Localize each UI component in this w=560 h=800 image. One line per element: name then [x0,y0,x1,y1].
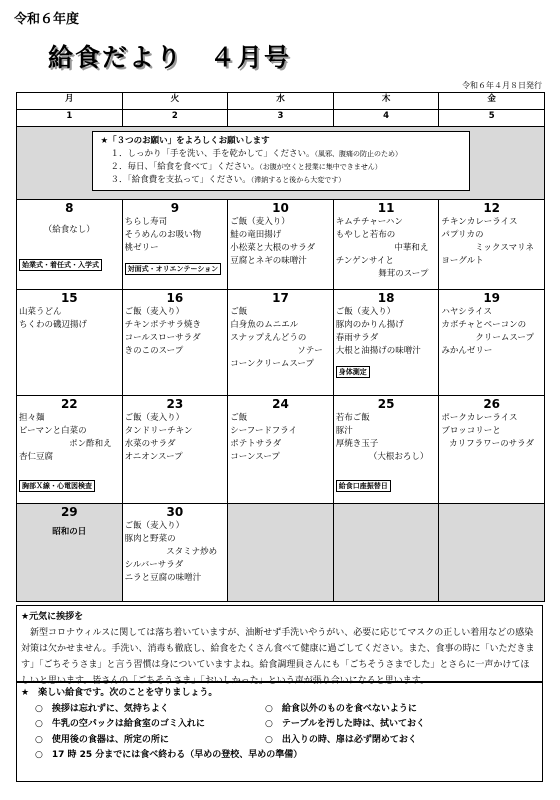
day-number: 8 [65,201,74,215]
menu-item: コールスローサラダ [124,333,201,343]
day-number: 11 [377,201,395,215]
menu-item: 桃ゼリー [124,243,159,253]
menu-item: ブロッコリーと [441,426,501,436]
menu-item: ご飯（麦入り） [230,217,290,227]
day-number: 29 [60,505,78,519]
day-cell [439,200,545,290]
menu-item: （大根おろし） [368,452,429,462]
date-cell: 3 [228,110,334,127]
menu-item: ポン酢和え [69,439,112,449]
menu-item: 小松菜と大根のサラダ [230,243,316,253]
greeting-notice [16,605,543,686]
menu-item: オニオンスープ [124,452,183,462]
request-text: ２．毎日、「給食を食べて」ください。 [110,162,260,172]
menu-item: 豆腐とネギの味噌汁 [230,256,307,266]
meal-rules [16,682,543,782]
week4-row [17,396,545,504]
menu-item: きのこのスープ [124,346,184,356]
day-number: 15 [60,291,78,305]
menu-item: ポテトサラダ [230,439,282,449]
menu-item: カリフラワーのサラダ [449,439,534,449]
rule-item: ○ テーブルを汚した時は、拭いておく [265,719,426,729]
rules-heading: ★ 楽しい給食です。次のことを守りましょう。 [21,688,218,698]
week3-row [17,290,545,396]
menu-item: スナップえんどうの [230,333,307,343]
menu-item: みかんゼリー [441,346,493,356]
day-cell [333,200,439,290]
menu-item: ちくわの磯辺揚げ [19,320,88,330]
rules-list [21,702,538,764]
day-number: 22 [60,397,78,411]
day-cell [17,290,123,396]
menu-item: そうめんのお吸い物 [124,230,202,240]
rule-item: ○ 17 時 25 分までには食べ終わる（早めの登校、早めの準備） [35,750,303,760]
rule-item: ○ 使用後の食器は、所定の所に [35,734,169,745]
request-note: （滞納すると後から大変です） [250,176,346,184]
day-number: 23 [166,397,184,411]
day-cell [122,504,228,602]
menu-item: クリームスープ [475,333,534,343]
day-cell [122,396,228,504]
date-cell: 1 [17,110,123,127]
day-number: 12 [483,201,501,215]
menu-item: ハヤシライス [441,307,492,317]
day-cell [228,396,334,504]
event-tag: 対面式・オリエンテーション [125,263,222,275]
menu-item: 豚汁 [335,426,353,436]
menu-item: スタミナ炒め [166,547,218,557]
menu-item: 山菜うどん [19,307,62,317]
page-title: 給食だより ４月号 [48,43,292,72]
event-tag: 給食口座振替日 [336,480,391,492]
request-note: （お腹が空くと授業に集中できません） [259,163,382,171]
three-requests-banner [17,127,545,200]
day-cell [439,396,545,504]
request-text: １．しっかり「手を洗い、手を乾かして」ください。 [110,149,315,159]
menu-item: ポークカレーライス [441,413,518,423]
menu-item: ご飯 [230,307,248,317]
day-number: 9 [170,201,180,215]
rule-item: ○ 給食以外のものを食べないように [265,703,417,714]
menu-item: ヨーグルト [441,256,484,266]
menu-item: キムチチャーハン [335,217,403,227]
greeting-heading: ★元気に挨拶を [21,612,84,622]
day-cell [17,396,123,504]
menu-item: ちらし寿司 [124,217,168,227]
day-cell [228,200,334,290]
weekday-header-row [17,93,545,110]
event-tag: 身体測定 [336,366,370,378]
menu-item: 中華和え [394,243,429,253]
day-number: 16 [166,291,184,305]
issue-date: 令和６年４月８日発行 [462,81,542,90]
menu-item: 舞茸のスープ [378,269,429,279]
menu-item: シーフードフライ [230,426,297,436]
event-tag: 始業式・着任式・入学式 [19,259,102,271]
day-number: 26 [483,397,501,411]
menu-item: （給食なし） [43,225,95,235]
day-number: 10 [272,201,289,215]
week2-row [17,200,545,290]
day-cell [333,290,439,396]
menu-item: 厚焼き玉子 [335,439,379,449]
menu-item: ミックスマリネ [475,243,534,253]
menu-item: チンゲンサイと [335,256,394,266]
day-cell [122,200,228,290]
day-cell [439,290,545,396]
menu-item: パプリカの [441,230,484,240]
day-number: 19 [483,291,501,305]
date-cell: 5 [439,110,545,127]
menu-item: ご飯（麦入り） [124,413,185,423]
day-number: 25 [377,397,395,411]
menu-item: 豚肉と野菜の [124,534,176,544]
menu-item: 水菜のサラダ [124,439,176,449]
request-note: （風邪、腹痛の防止のため） [314,150,403,158]
menu-item: 白身魚のムニエル [230,320,299,330]
menu-item: 鮭の竜田揚げ [230,230,282,240]
holiday-label: 昭和の日 [52,527,87,537]
day-cell [17,504,123,602]
menu-item: ご飯 [230,413,248,423]
menu-item: 担々麺 [19,413,45,423]
menu-item: チキンポテサラ焼き [124,320,202,330]
date-cell: 4 [333,110,439,127]
request-item [101,148,461,161]
menu-item: 杏仁豆腐 [19,452,54,462]
menu-item: 大根と油揚げの味噌汁 [335,346,421,356]
weekday-wed: 水 [228,93,334,110]
menu-item: ニラと豆腐の味噌汁 [124,573,202,583]
week1-date-row [17,110,545,127]
day-cell [228,290,334,396]
menu-item: シルバーサラダ [124,560,184,570]
menu-item: 若布ご飯 [335,413,370,423]
menu-item: ご飯（麦入り） [335,307,396,317]
week5-row [17,504,545,602]
menu-item: コーンクリームスープ [230,359,314,369]
date-cell: 2 [122,110,228,127]
rule-item: ○ 挨拶は忘れずに、気持ちよく [35,703,169,714]
three-requests-box [92,131,470,191]
menu-item: コーンスープ [230,452,280,462]
menu-item: 豚肉のかりん揚げ [335,320,404,330]
event-tag: 胸部Ｘ線・心電図検査 [19,480,95,492]
weekday-fri: 金 [439,93,545,110]
menu-item: ピーマンと白菜の [19,426,87,436]
greeting-body: 新型コロナウィルスに関しては落ち着いていますが、油断せず手洗いやうがい、必要に応じてマスクの正しい着用などの感染対策は欠かせません。手洗い、消毒も徹底し、給食をたくさん食べて健康に過ごしてください。また、食事の時に「いただきます」「ごちそうさま」と言う習慣は身についていますよね。給食調理員さんにも「ごちそうさまでした」とさらに一声かけてほしいと思います。皆さんの「ごちそうさま」「おいしかった」という声が張り合いになると思います。 [21,628,535,686]
request-text: ３．「給食費を支払って」ください。 [110,175,251,185]
request-item [101,161,461,174]
menu-item: カボチャとベーコンの [441,320,527,330]
weekday-mon: 月 [17,93,123,110]
menu-calendar [16,92,545,602]
empty-cell [333,504,439,602]
menu-item: チキンカレーライス [441,217,518,227]
request-item [101,174,461,187]
empty-cell [439,504,545,602]
fiscal-year: 令和６年度 [14,12,80,27]
menu-item: ご飯（麦入り） [124,307,185,317]
menu-item: タンドリーチキン [124,426,193,436]
menu-item: 春雨サラダ [335,333,379,343]
empty-cell [228,504,334,602]
day-number: 17 [272,291,289,305]
day-cell [122,290,228,396]
day-cell [333,396,439,504]
day-number: 18 [377,291,395,305]
day-cell [17,200,123,290]
day-number: 30 [166,505,184,519]
day-number: 24 [272,397,289,411]
weekday-thu: 木 [333,93,439,110]
menu-item: もやしと若布の [335,230,396,240]
menu-item: ソテー [297,346,323,356]
rule-item: ○ 出入りの時、扉は必ず閉めておく [265,734,417,745]
menu-item: ご飯（麦入り） [124,521,185,531]
weekday-tue: 火 [122,93,228,110]
requests-title: ★「３つのお願い」をよろしくお願いします [100,136,270,146]
rule-item: ○ 牛乳の空パックは給食室のゴミ入れに [35,719,205,729]
